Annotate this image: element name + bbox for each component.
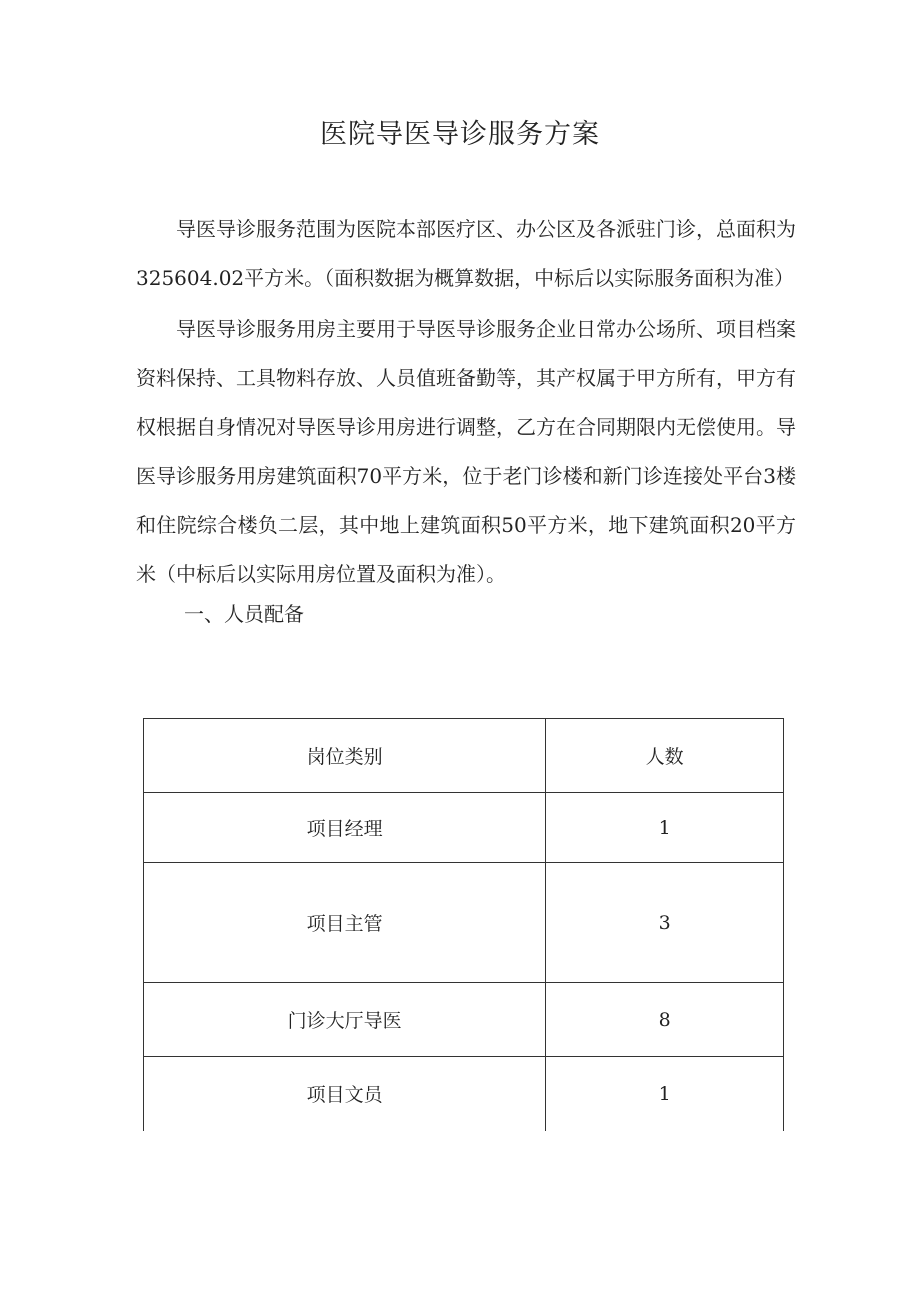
document-title: 医院导医导诊服务方案 <box>320 119 600 150</box>
table-header-row <box>144 719 784 793</box>
cell-position: 门诊大厅导医 <box>144 983 546 1057</box>
header-cell-position: 岗位类别 <box>144 719 546 793</box>
cell-count: 8 <box>546 983 784 1057</box>
header-cell-count: 人数 <box>546 719 784 793</box>
staff-table <box>143 718 784 1131</box>
paragraph-service-room: 导医导诊服务用房主要用于导医导诊服务企业日常办公场所、项目档案资料保持、工具物料存放、人员值班备勤等，其产权属于甲方所有，甲方有权根据自身情况对导医导诊用房进行调整，乙方在合同期限内无偿使用。导医导诊服务用房建筑面积70平方米，位于老门诊楼和新门诊连接处平台3楼和住院综合楼负二层，其中地上建筑面积50平方米，地下建筑面积20平方米（中标后以实际用房位置及面积为准）。 <box>136 317 796 586</box>
cell-count: 1 <box>546 793 784 863</box>
table-row <box>144 793 784 863</box>
cell-position: 项目文员 <box>144 1057 546 1131</box>
cell-count: 3 <box>546 863 784 983</box>
table-row <box>144 863 784 983</box>
section-heading-staffing: 一、人员配备 <box>184 602 304 626</box>
cell-position: 项目主管 <box>144 863 546 983</box>
cell-count: 1 <box>546 1057 784 1131</box>
cell-position: 项目经理 <box>144 793 546 863</box>
paragraph-service-scope: 导医导诊服务范围为医院本部医疗区、办公区及各派驻门诊，总面积为325604.02平方米。（面积数据为概算数据，中标后以实际服务面积为准） <box>136 217 796 290</box>
table-row <box>144 983 784 1057</box>
table-row <box>144 1057 784 1131</box>
